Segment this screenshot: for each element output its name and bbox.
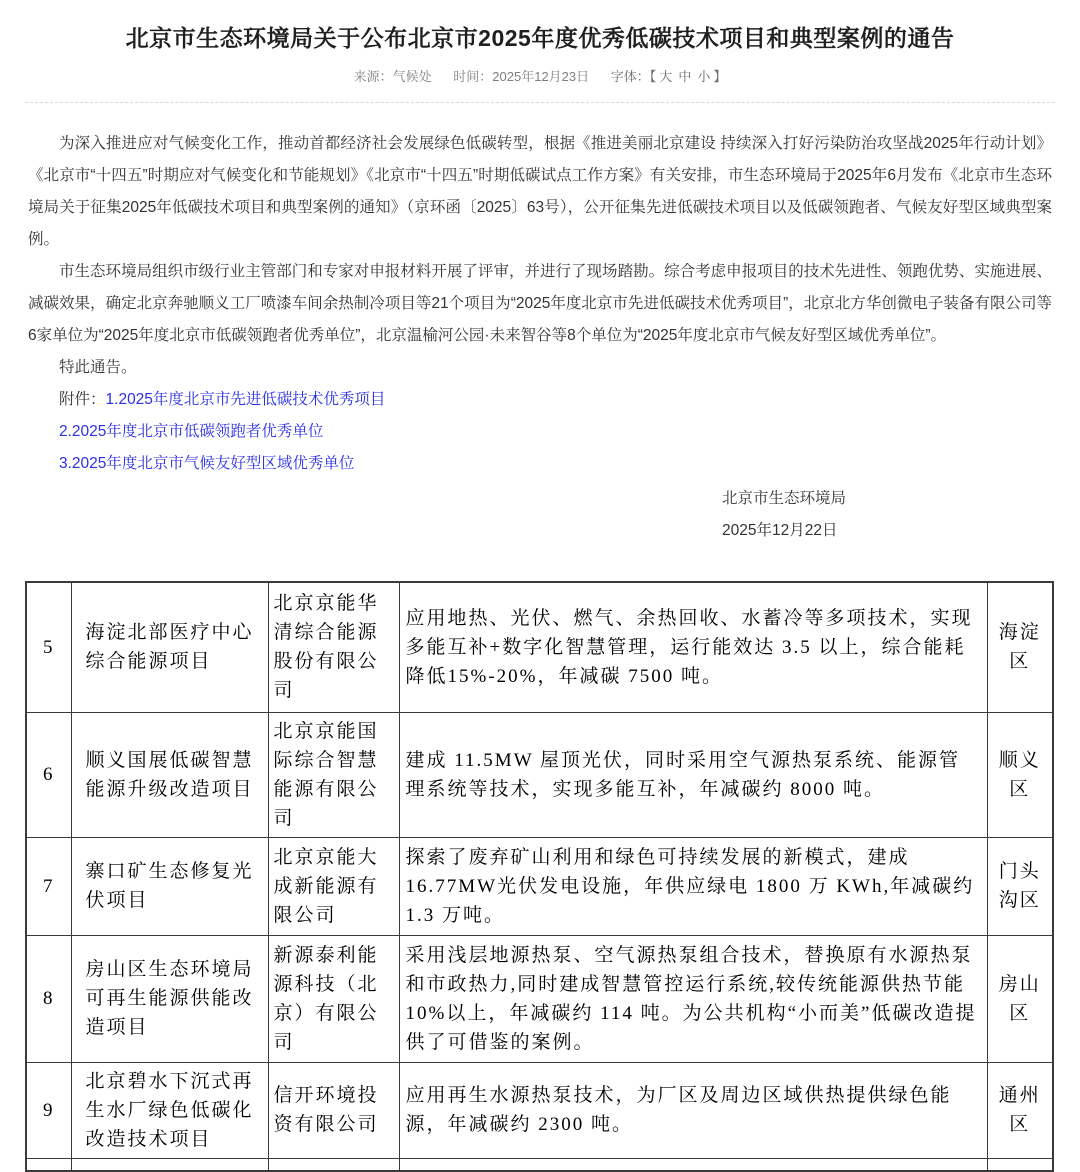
row-number-cell [26,1158,71,1171]
table-row-cutoff [26,1158,1053,1171]
row-number-cell: 7 [26,837,71,935]
table-row-5 [26,582,1053,712]
project-name-cell: 寨口矿生态修复光伏项目 [71,837,268,935]
attachments-line-2 [28,416,1052,448]
font-size-small-button[interactable]: 小 [697,69,711,84]
attachment-link-3[interactable]: 3.2025年度北京市气候友好型区域优秀单位 [59,455,355,472]
description-cell: 应用地热、光伏、燃气、余热回收、水蓄冷等多项技术，实现多能互补+数字化智慧管理，运行能效达 3.5 以上，综合能耗降低15%-20%，年减碳 7500 吨。 [399,582,987,712]
project-name-cell: 北京碧水下沉式再生水厂绿色低碳化改造技术项目 [71,1062,268,1158]
company-cell: 北京京能大成新能源有限公司 [268,837,399,935]
meta-source [354,69,432,84]
row-number-cell: 8 [26,935,71,1062]
project-name-cell: 房山区生态环境局可再生能源供能改造项目 [71,935,268,1062]
district-cell: 顺义区 [987,712,1053,837]
paragraph-2: 市生态环境局组织市级行业主管部门和专家对申报材料开展了评审，并进行了现场踏勘。综合考虑申报项目的技术先进性、领跑优势、实施进展、减碳效果，确定北京奔驰顺义工厂喷漆车间余热制冷项目等21个项目为“2025年度北京市先进低碳技术优秀项目”，北京北方华创微电子装备有限公司等6家单位为“2025年度北京市低碳领跑者优秀单位”，北京温榆河公园·未来智谷等8个单位为“2025年度北京市气候友好型区域优秀单位”。 [28,263,1052,344]
row-number-cell: 6 [26,712,71,837]
attachment-link-1[interactable]: 1.2025年度北京市先进低碳技术优秀项目 [105,391,386,408]
row-number-cell: 5 [26,582,71,712]
font-bracket-open: 【 [649,69,657,84]
meta-source-label: 来源： [353,69,393,84]
table-row-9 [26,1062,1053,1158]
table-row-7 [26,837,1053,935]
project-name-cell [71,1158,268,1171]
font-bracket-close: 】 [713,69,727,84]
company-cell: 信开环境投资有限公司 [268,1062,399,1158]
attachment-link-2[interactable]: 2.2025年度北京市低碳领跑者优秀单位 [59,423,324,440]
description-cell [399,1158,987,1171]
signature-org: 北京市生态环境局 [722,490,847,507]
meta-font-label: 字体： [610,69,650,84]
projects-table [25,581,1054,1172]
font-size-medium-button[interactable]: 中 [678,69,692,84]
meta-time-label: 时间： [453,69,493,84]
paragraph-1: 为深入推进应对气候变化工作，推动首都经济社会发展绿色低碳转型，根据《推进美丽北京建设 持续深入打好污染防治攻坚战2025年行动计划》《北京市“十四五”时期应对气候变化和节能规划》《北京市“十四五”时期低碳试点工作方案》有关安排，市生态环境局于2025年6月发布《北京市生态环境局关于征集2025年低碳技术项目和典型案例的通知》（京环函〔2025〕63号），公开征集先进低碳技术项目以及低碳领跑者、气候友好型区域典型案例。 [28,135,1052,248]
row-number-cell: 9 [26,1062,71,1158]
attachments-line-3 [28,448,1052,480]
table-row-6 [26,712,1053,837]
description-cell: 探索了废弃矿山利用和绿色可持续发展的新模式，建成 16.77MW光伏发电设施，年供应绿电 1800 万 KWh,年减碳约 1.3 万吨。 [399,837,987,935]
description-cell: 应用再生水源热泵技术，为厂区及周边区域供热提供绿色能源，年减碳约 2300 吨。 [399,1062,987,1158]
page-title: 北京市生态环境局关于公布北京市2025年度优秀低碳技术项目和典型案例的通告 [125,25,955,51]
description-cell: 采用浅层地源热泵、空气源热泵组合技术，替换原有水源热泵和市政热力,同时建成智慧管控运行系统,较传统能源供热节能 10%以上，年减碳约 114 吨。为公共机构“小而美”低碳改造提供了可借鉴的案例。 [399,935,987,1062]
article-meta [0,66,1080,85]
paragraph-closing: 特此通告。 [59,359,137,376]
district-cell: 房山区 [987,935,1053,1062]
project-name-cell: 顺义国展低碳智慧能源升级改造项目 [71,712,268,837]
signature-date: 2025年12月22日 [722,522,838,539]
font-size-large-button[interactable]: 大 [659,69,673,84]
district-cell: 通州区 [987,1062,1053,1158]
meta-time [453,69,589,84]
district-cell: 海淀区 [987,582,1053,712]
meta-time-value: 2025年12月23日 [492,69,590,84]
meta-font-controls [611,69,727,84]
meta-source-value: 气候处 [392,69,432,84]
company-cell: 新源泰利能源科技（北京）有限公司 [268,935,399,1062]
company-cell: 北京京能国际综合智慧能源有限公司 [268,712,399,837]
article-body [0,103,1080,547]
table-row-8 [26,935,1053,1062]
attachments-line-1 [28,384,1052,416]
description-cell: 建成 11.5MW 屋顶光伏，同时采用空气源热泵系统、能源管理系统等技术，实现多能互补，年减碳约 8000 吨。 [399,712,987,837]
attachments-label: 附件： [59,391,106,408]
district-cell: 门头沟区 [987,837,1053,935]
district-cell [987,1158,1053,1171]
signature-block [722,483,1052,547]
company-cell [268,1158,399,1171]
company-cell: 北京京能华清综合能源股份有限公司 [268,582,399,712]
project-name-cell: 海淀北部医疗中心综合能源项目 [71,582,268,712]
